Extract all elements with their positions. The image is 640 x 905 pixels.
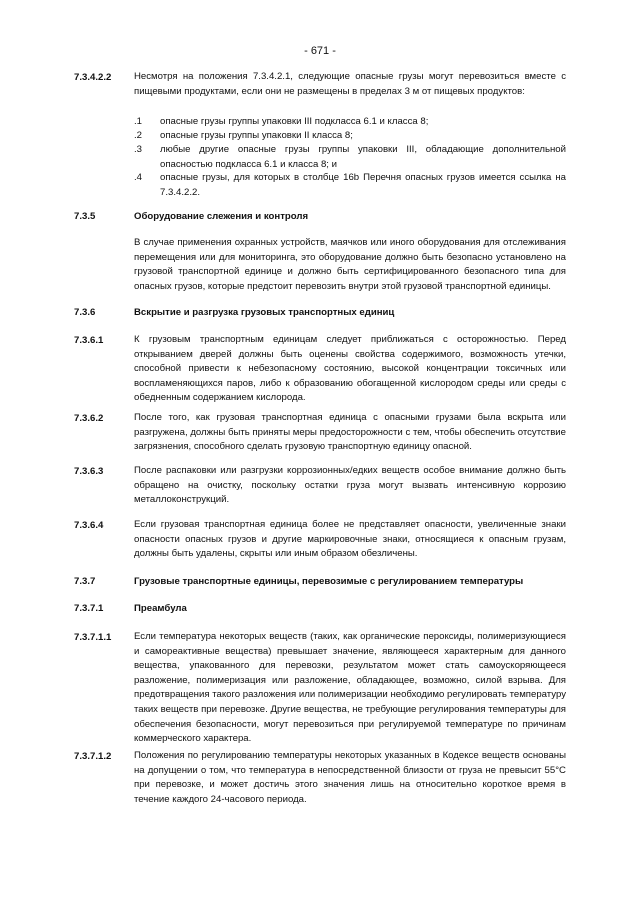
section-heading: Грузовые транспортные единицы, перевозимые с регулированием температуры: [134, 576, 524, 587]
list-marker: .3: [134, 144, 143, 155]
section-number: 7.3.7.1.2: [74, 751, 112, 762]
section-number: 7.3.7: [74, 576, 96, 587]
section-heading: Оборудование слежения и контроля: [134, 211, 309, 222]
paragraph-text: К грузовым транспортным единицам следует приближаться с осторожностью. Перед открыванием дверей должны быть оценены свойства содержимого, возможность утечки, способной привести к небезопасному состоянию, высокой концентрации токсичных или воспламеняющихся паров, либо к образованию обогащенной кислородом среды или среды с обедненным содержанием кислорода.: [134, 334, 566, 404]
section-number: 7.3.6.3: [74, 466, 104, 477]
list-text: опасные грузы группы упаковки II класса 8;: [160, 130, 353, 141]
paragraph-text: После того, как грузовая транспортная единица с опасными грузами была вскрыта или разгружена, должны быть приняты меры предосторожности с тем, чтобы обеспечить отсутствие загрязнения, способного сделать грузовую транспортную единицу опасной.: [134, 412, 566, 453]
paragraph-text: Если грузовая транспортная единица более не представляет опасности, увеличенные знаки опасности опасных грузов и другие маркировочные знаки, относящиеся к опасным грузам, должны быть удалены, скрыты или иным образом обезличены.: [134, 519, 566, 560]
section-number: 7.3.6.1: [74, 335, 104, 346]
section-number: 7.3.7.1.1: [74, 632, 112, 643]
section-heading: Вскрытие и разгрузка грузовых транспортных единиц: [134, 307, 395, 318]
paragraph-text: В случае применения охранных устройств, маячков или иного оборудования для отслеживания перемещения или для мониторинга, это оборудование должно быть безопасно установлено на грузовой транспортной единице и должно быть сертифицированного безопасного типа для опасных грузов, которые предстоит перевозить внутри этой грузовой транспортной единицы.: [134, 237, 566, 292]
paragraph-text: Положения по регулированию температуры некоторых указанных в Кодексе веществ основаны на допущении о том, что температура в непосредственной близости от груза не превысит 55°C при перевозке, и может достичь этого значения лишь на относительно короткое время в течение каждого 24-часового периода.: [134, 750, 566, 805]
list-marker: .1: [134, 116, 143, 127]
paragraph-text: После распаковки или разгрузки коррозионных/едких веществ особое внимание должно быть обращено на очистку, поскольку остатки груза могут вызвать интенсивную коррозию металлоконструкций.: [134, 465, 566, 506]
paragraph-text: Несмотря на положения 7.3.4.2.1, следующие опасные грузы могут перевозиться вместе с пищевыми продуктами, если они не размещены в пределах 3 м от пищевых продуктов:: [134, 71, 566, 97]
list-marker: .4: [134, 172, 143, 183]
page-number: - 671 -: [304, 45, 336, 57]
section-number: 7.3.6: [74, 307, 96, 318]
list-text: опасные грузы группы упаковки III подкласса 6.1 и класса 8;: [160, 116, 429, 127]
section-number: 7.3.7.1: [74, 603, 104, 614]
paragraph-text: Если температура некоторых веществ (таких, как органические пероксиды, полимеризующиеся и самореактивные вещества) превышает значение, являющееся характерным для данного вещества, упакованного для перевозки, результатом может стать самоускоряющееся разложение, полимеризация или разложение, обладающее, возможно, силой взрыва. Для предотвращения такого разложения или полимеризации необходимо регулировать температуру таких веществ при перевозке. Другие вещества, не требующие регулирования температуры для обеспечения безопасности, могут перевозиться при регулируемой температуре по причинам коммерческого характера.: [134, 631, 566, 745]
section-number: 7.3.6.2: [74, 413, 104, 424]
list-text: опасные грузы, для которых в столбце 16b Перечня опасных грузов имеется ссылка на 7.3.4.2.2.: [160, 172, 566, 198]
section-heading: Преамбула: [134, 603, 187, 614]
section-number: 7.3.5: [74, 211, 96, 222]
section-number: 7.3.4.2.2: [74, 72, 112, 83]
list-text: любые другие опасные грузы группы упаковки III, обладающие дополнительной опасностью подкласса 6.1 и класса 8; и: [160, 144, 566, 170]
list-marker: .2: [134, 130, 143, 141]
section-number: 7.3.6.4: [74, 520, 104, 531]
